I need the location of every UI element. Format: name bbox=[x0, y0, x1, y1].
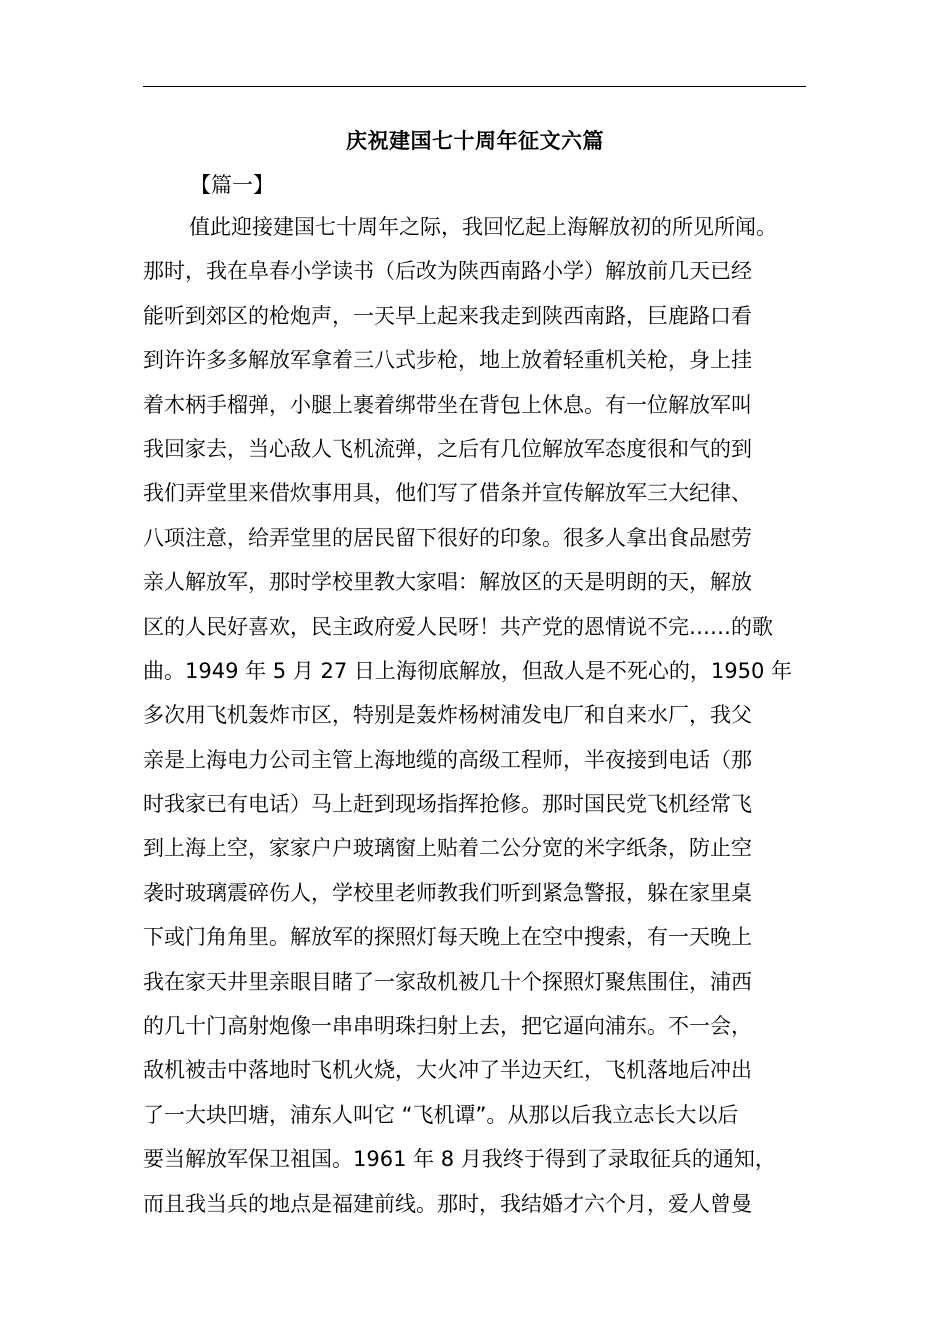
text-line: 了一大块凹塘，浦东人叫它 “飞机谭”。从那以后我立志长大以后 bbox=[143, 1102, 739, 1127]
text-line: 我回家去，当心敌人飞机流弹，之后有几位解放军态度很和气的到 bbox=[143, 436, 752, 461]
text-line: 我们弄堂里来借炊事用具，他们写了借条并宣传解放军三大纪律、 bbox=[143, 481, 752, 506]
text-line: 曲。1949 年 5 月 27 日上海彻底解放，但敌人是不死心的，1950 年 bbox=[143, 658, 793, 683]
body-paragraph bbox=[143, 209, 813, 1230]
text-line: 能听到郊区的枪炮声，一天早上起来我走到陕西南路，巨鹿路口看 bbox=[143, 303, 752, 328]
text-line: 着木柄手榴弹，小腿上裹着绑带坐在背包上休息。有一位解放军叫 bbox=[143, 392, 752, 417]
text-line: 敌机被击中落地时飞机火烧，大火冲了半边天红，飞机落地后冲出 bbox=[143, 1058, 752, 1083]
document-title: 庆祝建国七十周年征文六篇 bbox=[346, 129, 604, 153]
text-line: 区的人民好喜欢，民主政府爱人民呀！共产党的恩情说不完……的歌 bbox=[143, 614, 773, 639]
text-line: 时我家已有电话）马上赶到现场指挥抢修。那时国民党飞机经常飞 bbox=[143, 792, 752, 817]
text-line: 到许许多多解放军拿着三八式步枪，地上放着轻重机关枪，身上挂 bbox=[143, 348, 752, 373]
header-rule bbox=[143, 86, 806, 87]
text-line: 多次用飞机轰炸市区，特别是轰炸杨树浦发电厂和自来水厂，我父 bbox=[143, 703, 752, 728]
text-line: 的几十门高射炮像一串串明珠扫射上去，把它逼向浦东。不一会， bbox=[143, 1014, 752, 1039]
text-line: 亲是上海电力公司主管上海地缆的高级工程师，半夜接到电话（那 bbox=[143, 747, 752, 772]
section-label: 【篇一】 bbox=[190, 173, 274, 197]
text-line: 而且我当兵的地点是福建前线。那时，我结婚才六个月，爱人曾曼 bbox=[143, 1191, 752, 1216]
text-line: 要当解放军保卫祖国。1961 年 8 月我终于得到了录取征兵的通知， bbox=[143, 1147, 776, 1172]
text-line: 下或门角角里。解放军的探照灯每天晚上在空中搜索，有一天晚上 bbox=[143, 925, 752, 950]
text-line: 八项注意，给弄堂里的居民留下很好的印象。很多人拿出食品慰劳 bbox=[143, 525, 752, 550]
text-line: 那时，我在阜春小学读书（后改为陕西南路小学）解放前几天已经 bbox=[143, 259, 752, 284]
text-line: 亲人解放军，那时学校里教大家唱：解放区的天是明朗的天，解放 bbox=[143, 570, 752, 595]
text-line: 我在家天井里亲眼目睹了一家敌机被几十个探照灯聚焦围住，浦西 bbox=[143, 969, 752, 994]
text-line: 到上海上空，家家户户玻璃窗上贴着二公分宽的米字纸条，防止空 bbox=[143, 836, 752, 861]
text-line: 袭时玻璃震碎伤人，学校里老师教我们听到紧急警报，躲在家里桌 bbox=[143, 880, 752, 905]
text-line: 值此迎接建国七十周年之际，我回忆起上海解放初的所见所闻。 bbox=[189, 215, 777, 239]
